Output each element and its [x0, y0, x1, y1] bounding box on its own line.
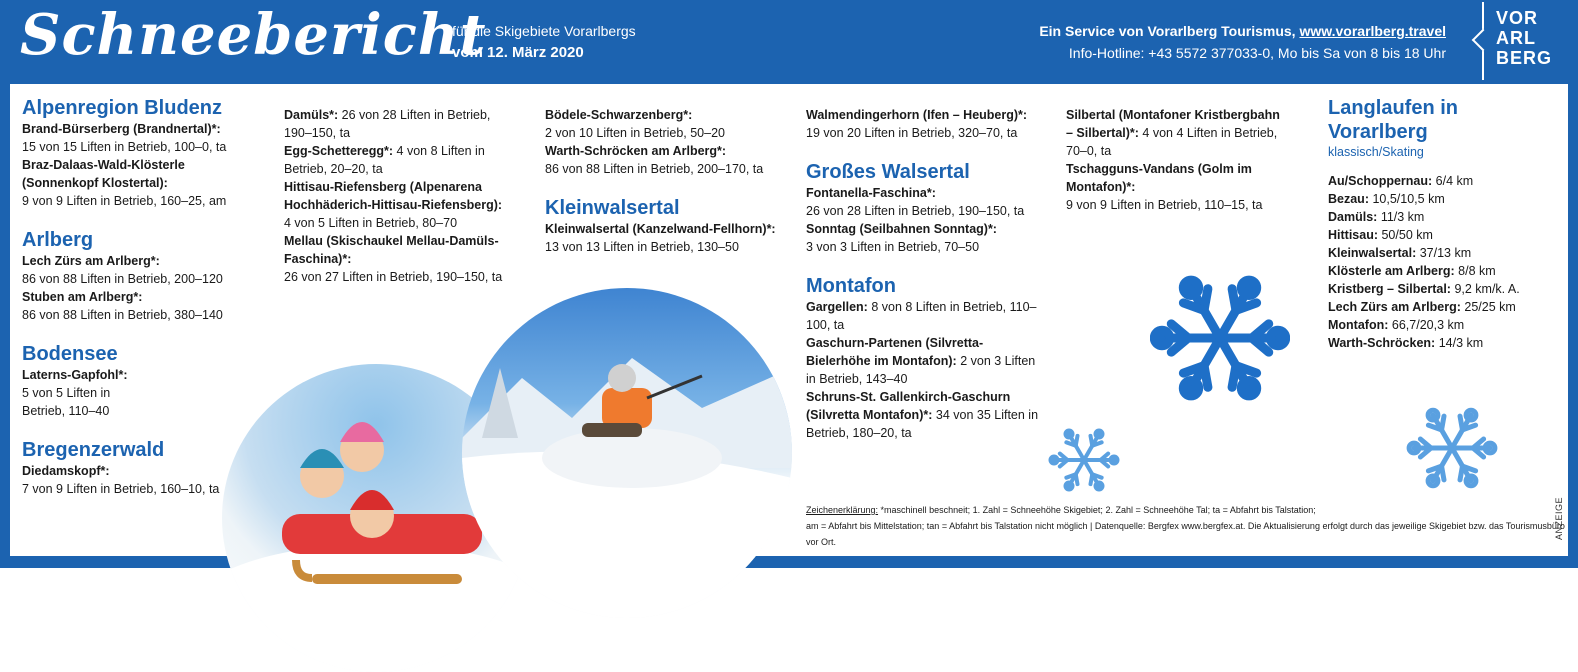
- list-item: Warth-Schröcken am Arlberg*: 86 von 88 Liften in Betrieb, 200–170, ta: [545, 144, 764, 176]
- list-item: Stuben am Arlberg*: 86 von 88 Liften in Betrieb, 380–140: [22, 290, 223, 322]
- list-item: Laterns-Gapfohl*: 5 von 5 Liften in Betrieb, 110–40: [22, 368, 128, 418]
- logo-line2: ARL: [1496, 28, 1536, 48]
- column-1: [22, 96, 242, 498]
- langlaufen-subtitle: klassisch/Skating: [1328, 145, 1424, 159]
- legend-footnote: [806, 502, 1566, 550]
- subtitle-date: vom 12. März 2020: [452, 44, 584, 61]
- list-item: Schruns-St. Gallenkirch-Gaschurn (Silvretta Montafon)*: 34 von 35 Liften in Betrieb, 180–20, ta: [806, 390, 1039, 440]
- column-5: [1066, 106, 1286, 214]
- list-item: Klösterle am Arlberg: 8/8 km: [1328, 264, 1496, 278]
- list-item: Egg-Schetteregg*: 4 von 8 Liften in Betrieb, 20–20, ta: [284, 144, 485, 176]
- snowflake-icon: [1048, 424, 1120, 496]
- list-item: Hittisau-Riefensberg (Alpenarena Hochhäderich-Hittisau-Riefensberg): 4 von 5 Liften in Betrieb, 80–70: [284, 180, 503, 230]
- frame-right: [1568, 0, 1578, 568]
- list-item: Damüls*: 26 von 28 Liften in Betrieb, 190–150, ta: [284, 108, 491, 140]
- hotline: Info-Hotline: +43 5572 377033-0, Mo bis Sa von 8 bis 18 Uhr: [1068, 45, 1446, 61]
- list-item: Fontanella-Faschina*: 26 von 28 Liften in Betrieb, 190–150, ta: [806, 186, 1025, 218]
- list-item: Damüls: 11/3 km: [1328, 210, 1425, 224]
- list-item: Hittisau: 50/50 km: [1328, 228, 1433, 242]
- header-subtitle: [452, 20, 636, 64]
- snowflake-icon: [1150, 258, 1290, 418]
- service-info: [1039, 20, 1446, 64]
- footnote-line1: Zeichenerklärung: *maschinell beschneit; 1. Zahl = Schneehöhe Skigebiet; 2. Zahl = Schneehöhe Tal; ta = Abfahrt bis Talstation;: [806, 505, 1316, 515]
- region-title-bludenz: Alpenregion Bludenz: [22, 97, 222, 119]
- service-line: [1039, 20, 1446, 42]
- column-4: [806, 106, 1046, 442]
- list-item: Gaschurn-Partenen (Silvretta-Bielerhöhe im Montafon): 2 von 3 Liften in Betrieb, 143–40: [806, 336, 1036, 386]
- list-item: Kleinwalsertal: 37/13 km: [1328, 246, 1472, 260]
- list-item: Kristberg – Silbertal: 9,2 km/k. A.: [1328, 282, 1520, 296]
- list-item: Montafon: 66,7/20,3 km: [1328, 318, 1465, 332]
- list-item: Kleinwalsertal (Kanzelwand-Fellhorn)*: 13 von 13 Liften in Betrieb, 130–50: [545, 222, 776, 254]
- langlaufen-list: [1328, 172, 1558, 352]
- list-item: Brand-Bürserberg (Brandnertal)*: 15 von 15 Liften in Betrieb, 100–0, ta: [22, 122, 227, 154]
- list-item: Mellau (Skischaukel Mellau-Damüls-Faschina)*: 26 von 27 Liften in Betrieb, 190–150, ta: [284, 234, 503, 284]
- column-2: [284, 106, 516, 286]
- list-item: Diedamskopf*: 7 von 9 Liften in Betrieb, 160–10, ta: [22, 464, 220, 496]
- list-item: Silbertal (Montafoner Kristbergbahn – Silbertal)*: 4 von 4 Liften in Betrieb, 70–0, ta: [1066, 108, 1280, 158]
- column-3: [545, 106, 785, 256]
- region-title-grosses-walsertal: Großes Walsertal: [806, 161, 970, 183]
- subtitle-line1: für die Skigebiete Vorarlbergs: [452, 23, 636, 39]
- skier-illustration: [462, 288, 792, 618]
- region-title-bodensee: Bodensee: [22, 343, 118, 365]
- list-item: Warth-Schröcken: 14/3 km: [1328, 336, 1484, 350]
- list-item: Gargellen: 8 von 8 Liften in Betrieb, 110–100, ta: [806, 300, 1037, 332]
- logo-text: [1496, 8, 1552, 68]
- logo-line3: BERG: [1496, 48, 1553, 68]
- region-title-bregenzerwald: Bregenzerwald: [22, 439, 165, 461]
- region-title-kleinwalsertal: Kleinwalsertal: [545, 197, 680, 219]
- service-prefix: Ein Service von Vorarlberg Tourismus,: [1039, 23, 1296, 39]
- list-item: Bödele-Schwarzenberg*: 2 von 10 Liften in Betrieb, 50–20: [545, 108, 725, 140]
- footnote-line2: am = Abfahrt bis Mittelstation; tan = Abfahrt bis Talstation nicht möglich | Datenquelle: Bergfex www.bergfex.at. Die Aktualisierung erfolgt durch das jeweilige Skigebiet bzw. das Tourismusbüro vor Ort.: [806, 521, 1565, 547]
- frame-left: [0, 0, 10, 568]
- list-item: Au/Schoppernau: 6/4 km: [1328, 174, 1474, 188]
- column-langlaufen: [1328, 96, 1558, 352]
- logo-line1: VOR: [1496, 8, 1539, 28]
- list-item: Lech Zürs am Arlberg: 25/25 km: [1328, 300, 1516, 314]
- website-link[interactable]: www.vorarlberg.travel: [1299, 23, 1446, 39]
- snowflake-icon: [1406, 402, 1498, 494]
- anzeige-label: ANZEIGE: [1554, 496, 1564, 540]
- list-item: Braz-Dalaas-Wald-Klösterle (Sonnenkopf Klostertal): 9 von 9 Liften in Betrieb, 160–25, am: [22, 158, 227, 208]
- vorarlberg-logo: [1482, 2, 1568, 80]
- region-title-montafon: Montafon: [806, 275, 896, 297]
- logo-chevron-icon: [1472, 29, 1495, 52]
- region-title-arlberg: Arlberg: [22, 229, 94, 251]
- header-bar: [0, 0, 1578, 84]
- list-item: Lech Zürs am Arlberg*: 86 von 88 Liften in Betrieb, 200–120: [22, 254, 223, 286]
- list-item: Tschagguns-Vandans (Golm im Montafon)*: 9 von 9 Liften in Betrieb, 110–15, ta: [1066, 162, 1263, 212]
- list-item: Walmendingerhorn (Ifen – Heuberg)*: 19 von 20 Liften in Betrieb, 320–70, ta: [806, 108, 1028, 140]
- brand-title: Schneebericht: [20, 2, 487, 68]
- skier-photo: [462, 288, 792, 618]
- list-item: Sonntag (Seilbahnen Sonntag)*: 3 von 3 Liften in Betrieb, 70–50: [806, 222, 997, 254]
- langlaufen-title: Langlaufen in Vorarlberg: [1328, 97, 1458, 143]
- list-item: Bezau: 10,5/10,5 km: [1328, 192, 1445, 206]
